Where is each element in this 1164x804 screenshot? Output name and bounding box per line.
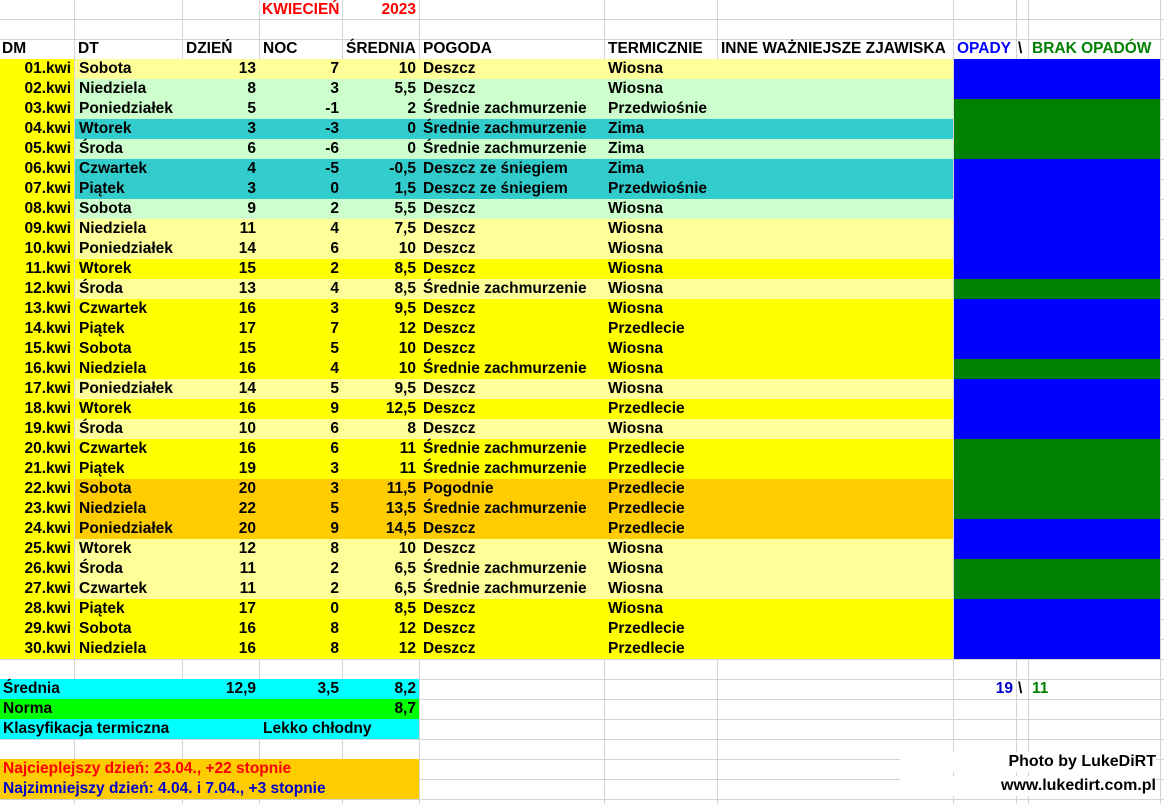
cell-avg[interactable]: 8: [407, 420, 416, 437]
cell-thermal[interactable]: Wiosna: [608, 60, 663, 77]
cell-day[interactable]: 4: [247, 160, 256, 177]
cell-other[interactable]: [721, 219, 951, 239]
grid-line: [1160, 0, 1161, 804]
year-title[interactable]: 2023: [381, 1, 416, 18]
cell-dm[interactable]: 23.kwi: [24, 500, 71, 517]
cell-thermal[interactable]: Wiosna: [608, 260, 663, 277]
cell-other[interactable]: [721, 359, 951, 379]
cell-thermal[interactable]: Przedlecie: [608, 480, 685, 497]
cell-other[interactable]: [721, 139, 951, 159]
cell-dt[interactable]: Czwartek: [79, 580, 148, 597]
cell-dt[interactable]: Poniedziałek: [79, 380, 173, 397]
cell-avg[interactable]: 9,5: [394, 300, 416, 317]
cell-other[interactable]: [721, 59, 951, 79]
summary-average-mean[interactable]: 8,2: [394, 680, 416, 697]
cell-avg[interactable]: 10: [398, 60, 416, 77]
cell-weather[interactable]: Deszcz: [423, 220, 476, 237]
cell-other[interactable]: [721, 159, 951, 179]
cell-avg[interactable]: 5,5: [394, 80, 416, 97]
cell-weather[interactable]: Deszcz: [423, 600, 476, 617]
cell-other[interactable]: [721, 599, 951, 619]
cell-dt[interactable]: Poniedziałek: [79, 100, 173, 117]
cell-dt[interactable]: Niedziela: [79, 500, 147, 517]
site-credit: www.lukedirt.com.pl: [900, 776, 1156, 796]
cell-night[interactable]: 3: [330, 300, 339, 317]
cell-dt[interactable]: Poniedziałek: [79, 520, 173, 537]
cell-day[interactable]: 3: [247, 180, 256, 197]
cell-dm[interactable]: 13.kwi: [24, 300, 71, 317]
cell-other[interactable]: [721, 439, 951, 459]
cell-night[interactable]: 5: [330, 340, 339, 357]
precip-indicator: [954, 619, 1160, 639]
summary-average-label[interactable]: Średnia: [3, 680, 60, 697]
cell-avg[interactable]: 0: [407, 140, 416, 157]
cell-other[interactable]: [721, 79, 951, 99]
cell-dm[interactable]: 19.kwi: [24, 420, 71, 437]
cell-night[interactable]: 2: [330, 560, 339, 577]
cell-dm[interactable]: 18.kwi: [24, 400, 71, 417]
photo-credit: Photo by LukeDiRT: [900, 752, 1156, 772]
cell-day[interactable]: 16: [238, 440, 256, 457]
cell-day[interactable]: 5: [247, 100, 256, 117]
cell-other[interactable]: [721, 619, 951, 639]
cell-other[interactable]: [721, 479, 951, 499]
opady-header[interactable]: OPADY: [957, 40, 1011, 57]
cell-day[interactable]: 13: [238, 280, 256, 297]
cell-day[interactable]: 11: [239, 560, 256, 577]
cell-night[interactable]: 3: [330, 480, 339, 497]
header-dt[interactable]: DT: [78, 40, 99, 57]
cell-dt[interactable]: Niedziela: [79, 220, 147, 237]
cell-dt[interactable]: Wtorek: [79, 260, 132, 277]
cell-weather[interactable]: Deszcz: [423, 240, 476, 257]
cell-other[interactable]: [721, 399, 951, 419]
cell-other[interactable]: [721, 179, 951, 199]
precip-indicator: [954, 519, 1160, 539]
precip-indicator: [954, 279, 1160, 299]
cell-avg[interactable]: 12: [398, 320, 416, 337]
cell-dt[interactable]: Piątek: [79, 320, 125, 337]
cell-day[interactable]: 15: [238, 260, 256, 277]
cell-weather[interactable]: Deszcz: [423, 520, 476, 537]
cell-avg[interactable]: 6,5: [394, 560, 416, 577]
cell-night[interactable]: 9: [330, 400, 339, 417]
cell-day[interactable]: 17: [238, 320, 256, 337]
precip-indicator: [954, 99, 1160, 119]
cell-weather[interactable]: Średnie zachmurzenie: [423, 560, 587, 577]
cell-avg[interactable]: 8,5: [394, 600, 416, 617]
cell-weather[interactable]: Deszcz ze śniegiem: [423, 160, 568, 177]
cell-night[interactable]: 7: [330, 320, 339, 337]
cell-night[interactable]: 4: [330, 360, 339, 377]
cell-avg[interactable]: 11: [399, 460, 416, 477]
cell-dm[interactable]: 17.kwi: [24, 380, 71, 397]
precip-indicator: [954, 59, 1160, 79]
cell-thermal[interactable]: Przedlecie: [608, 640, 685, 657]
precip-indicator: [954, 539, 1160, 559]
header-termicznie[interactable]: TERMICZNIE: [608, 40, 703, 57]
cell-thermal[interactable]: Przedwiośnie: [608, 180, 708, 197]
cell-dt[interactable]: Wtorek: [79, 120, 132, 137]
precip-indicator: [954, 379, 1160, 399]
cell-weather[interactable]: Średnie zachmurzenie: [423, 100, 587, 117]
cell-thermal[interactable]: Przedlecie: [608, 520, 685, 537]
cell-avg[interactable]: 11,5: [386, 480, 416, 497]
cell-night[interactable]: 0: [330, 600, 339, 617]
cell-weather[interactable]: Deszcz: [423, 320, 476, 337]
cell-night[interactable]: 2: [330, 260, 339, 277]
precip-indicator: [954, 299, 1160, 319]
precip-indicator: [954, 139, 1160, 159]
cell-day[interactable]: 20: [238, 480, 256, 497]
precip-indicator: [954, 639, 1160, 659]
cell-weather[interactable]: Średnie zachmurzenie: [423, 460, 587, 477]
cell-other[interactable]: [721, 419, 951, 439]
brak-opadow-header[interactable]: BRAK OPADÓW: [1032, 40, 1152, 57]
warmest-day-note[interactable]: Najcieplejszy dzień: 23.04., +22 stopnie: [3, 760, 292, 777]
cell-thermal[interactable]: Zima: [608, 160, 645, 177]
cell-thermal[interactable]: Wiosna: [608, 240, 663, 257]
precip-count-sep[interactable]: \: [1018, 680, 1023, 697]
cell-dt[interactable]: Niedziela: [79, 360, 147, 377]
cell-day[interactable]: 16: [238, 620, 256, 637]
cell-other[interactable]: [721, 239, 951, 259]
precip-indicator: [954, 339, 1160, 359]
cell-thermal[interactable]: Przedlecie: [608, 500, 685, 517]
cell-day[interactable]: 9: [247, 200, 256, 217]
cell-dt[interactable]: Piątek: [79, 600, 125, 617]
precip-days-count[interactable]: 19: [995, 680, 1013, 697]
precip-indicator: [954, 439, 1160, 459]
cell-dt[interactable]: Środa: [79, 560, 123, 577]
cell-night[interactable]: -6: [325, 140, 339, 157]
cell-dm[interactable]: 21.kwi: [24, 460, 71, 477]
cell-thermal[interactable]: Wiosna: [608, 80, 663, 97]
cell-night[interactable]: 3: [330, 460, 339, 477]
cell-thermal[interactable]: Przedlecie: [608, 320, 685, 337]
cell-day[interactable]: 22: [238, 500, 256, 517]
cell-dt[interactable]: Niedziela: [79, 640, 147, 657]
cell-other[interactable]: [721, 519, 951, 539]
cell-weather[interactable]: Średnie zachmurzenie: [423, 440, 587, 457]
precip-indicator: [954, 459, 1160, 479]
cell-thermal[interactable]: Wiosna: [608, 580, 663, 597]
cell-dm[interactable]: 16.kwi: [24, 360, 71, 377]
cell-night[interactable]: -3: [325, 120, 339, 137]
cell-weather[interactable]: Deszcz: [423, 260, 476, 277]
cell-other[interactable]: [721, 379, 951, 399]
cell-day[interactable]: 16: [238, 400, 256, 417]
header-srednia[interactable]: ŚREDNIA: [346, 40, 416, 57]
cell-avg[interactable]: 8,5: [394, 280, 416, 297]
month-title[interactable]: KWIECIEŃ: [262, 1, 340, 18]
cell-day[interactable]: 10: [238, 420, 256, 437]
precip-indicator: [954, 499, 1160, 519]
cell-night[interactable]: 4: [330, 280, 339, 297]
cell-dm[interactable]: 11.kwi: [25, 260, 71, 277]
cell-weather[interactable]: Średnie zachmurzenie: [423, 120, 587, 137]
cell-dt[interactable]: Czwartek: [79, 440, 148, 457]
cell-day[interactable]: 8: [247, 80, 256, 97]
cell-dm[interactable]: 20.kwi: [24, 440, 71, 457]
cell-dm[interactable]: 03.kwi: [24, 100, 71, 117]
cell-night[interactable]: 8: [330, 640, 339, 657]
cell-thermal[interactable]: Zima: [608, 140, 645, 157]
cell-avg[interactable]: 12,5: [385, 400, 416, 417]
cell-weather[interactable]: Deszcz: [423, 400, 476, 417]
cell-thermal[interactable]: Wiosna: [608, 420, 663, 437]
precip-indicator: [954, 199, 1160, 219]
summary-average-day[interactable]: 12,9: [225, 680, 256, 697]
cell-other[interactable]: [721, 319, 951, 339]
cell-dt[interactable]: Wtorek: [79, 540, 132, 557]
precip-indicator: [954, 579, 1160, 599]
cell-thermal[interactable]: Wiosna: [608, 200, 663, 217]
cell-weather[interactable]: Deszcz: [423, 300, 476, 317]
header-dzien[interactable]: DZIEŃ: [186, 40, 233, 57]
cell-avg[interactable]: 10: [398, 240, 416, 257]
cell-dt[interactable]: Piątek: [79, 460, 125, 477]
precip-indicator: [954, 399, 1160, 419]
cell-thermal[interactable]: Wiosna: [608, 280, 663, 297]
cell-dt[interactable]: Wtorek: [79, 400, 132, 417]
precip-indicator: [954, 319, 1160, 339]
cell-dt[interactable]: Czwartek: [79, 160, 148, 177]
cell-night[interactable]: 2: [330, 200, 339, 217]
cell-avg[interactable]: 13,5: [385, 500, 416, 517]
cell-dm[interactable]: 25.kwi: [24, 540, 71, 557]
cell-weather[interactable]: Deszcz: [423, 60, 476, 77]
cell-weather[interactable]: Deszcz: [423, 80, 476, 97]
cell-thermal[interactable]: Wiosna: [608, 220, 663, 237]
cell-dt[interactable]: Niedziela: [79, 80, 147, 97]
cell-thermal[interactable]: Zima: [608, 120, 645, 137]
cell-day[interactable]: 13: [238, 60, 256, 77]
cell-avg[interactable]: 8,5: [394, 260, 416, 277]
cell-day[interactable]: 14: [238, 380, 256, 397]
cell-dt[interactable]: Sobota: [79, 200, 132, 217]
precip-indicator: [954, 419, 1160, 439]
cell-weather[interactable]: Średnie zachmurzenie: [423, 360, 587, 377]
cell-weather[interactable]: Deszcz: [423, 380, 476, 397]
cell-day[interactable]: 6: [247, 140, 256, 157]
cell-avg[interactable]: -0,5: [389, 160, 416, 177]
header-pogoda[interactable]: POGODA: [423, 40, 492, 57]
cell-other[interactable]: [721, 579, 951, 599]
cell-dm[interactable]: 15.kwi: [24, 340, 71, 357]
cell-dm[interactable]: 27.kwi: [24, 580, 71, 597]
header-dm[interactable]: DM: [2, 40, 27, 57]
cell-avg[interactable]: 11: [399, 440, 416, 457]
cell-dm[interactable]: 24.kwi: [24, 520, 71, 537]
cell-night[interactable]: 0: [330, 180, 339, 197]
cell-other[interactable]: [721, 459, 951, 479]
cell-night[interactable]: 9: [330, 520, 339, 537]
cell-avg[interactable]: 10: [398, 340, 416, 357]
summary-class-label[interactable]: Klasyfikacja termiczna: [3, 720, 170, 737]
cell-night[interactable]: 6: [330, 440, 339, 457]
cell-dt[interactable]: Czwartek: [79, 300, 148, 317]
cell-dm[interactable]: 10.kwi: [24, 240, 71, 257]
cell-day[interactable]: 16: [238, 640, 256, 657]
cell-dm[interactable]: 14.kwi: [24, 320, 71, 337]
cell-other[interactable]: [721, 259, 951, 279]
coldest-day-note[interactable]: Najzimniejszy dzień: 4.04. i 7.04., +3 stopnie: [3, 780, 326, 797]
summary-norm-value[interactable]: 8,7: [394, 700, 416, 717]
cell-avg[interactable]: 10: [398, 540, 416, 557]
cell-dm[interactable]: 09.kwi: [24, 220, 71, 237]
cell-thermal[interactable]: Wiosna: [608, 340, 663, 357]
cell-day[interactable]: 20: [238, 520, 256, 537]
precip-indicator: [954, 219, 1160, 239]
cell-dt[interactable]: Środa: [79, 140, 123, 157]
cell-dm[interactable]: 01.kwi: [24, 60, 71, 77]
cell-avg[interactable]: 1,5: [394, 180, 416, 197]
cell-avg[interactable]: 6,5: [394, 580, 416, 597]
cell-night[interactable]: 7: [330, 60, 339, 77]
cell-day[interactable]: 16: [238, 360, 256, 377]
cell-weather[interactable]: Deszcz: [423, 340, 476, 357]
cell-night[interactable]: -1: [325, 100, 339, 117]
cell-avg[interactable]: 2: [407, 100, 416, 117]
summary-norm-label[interactable]: Norma: [3, 700, 53, 717]
dry-days-count[interactable]: 11: [1032, 680, 1049, 697]
cell-weather[interactable]: Deszcz: [423, 640, 476, 657]
cell-weather[interactable]: Średnie zachmurzenie: [423, 500, 587, 517]
cell-weather[interactable]: Deszcz: [423, 200, 476, 217]
summary-class-value[interactable]: Lekko chłodny: [263, 720, 372, 737]
precip-header-sep[interactable]: \: [1018, 40, 1023, 57]
cell-avg[interactable]: 9,5: [394, 380, 416, 397]
cell-thermal[interactable]: Przedlecie: [608, 440, 685, 457]
header-inne[interactable]: INNE WAŻNIEJSZE ZJAWISKA: [721, 40, 946, 57]
cell-night[interactable]: 2: [330, 580, 339, 597]
cell-avg[interactable]: 7,5: [394, 220, 416, 237]
precip-indicator: [954, 179, 1160, 199]
cell-other[interactable]: [721, 299, 951, 319]
cell-dm[interactable]: 22.kwi: [24, 480, 71, 497]
cell-dm[interactable]: 02.kwi: [24, 80, 71, 97]
cell-weather[interactable]: Średnie zachmurzenie: [423, 580, 587, 597]
cell-avg[interactable]: 0: [407, 120, 416, 137]
cell-other[interactable]: [721, 639, 951, 659]
precip-indicator: [954, 359, 1160, 379]
cell-thermal[interactable]: Przedlecie: [608, 460, 685, 477]
cell-dm[interactable]: 29.kwi: [24, 620, 71, 637]
cell-thermal[interactable]: Przedlecie: [608, 400, 685, 417]
cell-night[interactable]: 4: [330, 220, 339, 237]
precip-indicator: [954, 79, 1160, 99]
cell-night[interactable]: 8: [330, 540, 339, 557]
cell-avg[interactable]: 14,5: [385, 520, 416, 537]
cell-dm[interactable]: 30.kwi: [24, 640, 71, 657]
cell-dt[interactable]: Piątek: [79, 180, 125, 197]
cell-night[interactable]: 5: [330, 500, 339, 517]
header-noc[interactable]: NOC: [263, 40, 298, 57]
cell-night[interactable]: 6: [330, 240, 339, 257]
cell-day[interactable]: 11: [239, 580, 256, 597]
cell-dt[interactable]: Sobota: [79, 60, 132, 77]
cell-weather[interactable]: Deszcz ze śniegiem: [423, 180, 568, 197]
cell-other[interactable]: [721, 339, 951, 359]
precip-indicator: [954, 119, 1160, 139]
cell-dt[interactable]: Poniedziałek: [79, 240, 173, 257]
precip-indicator: [954, 259, 1160, 279]
cell-other[interactable]: [721, 99, 951, 119]
cell-night[interactable]: 8: [330, 620, 339, 637]
cell-day[interactable]: 3: [247, 120, 256, 137]
cell-weather[interactable]: Pogodnie: [423, 480, 494, 497]
precip-indicator: [954, 599, 1160, 619]
cell-dt[interactable]: Sobota: [79, 620, 132, 637]
cell-dt[interactable]: Sobota: [79, 480, 132, 497]
cell-thermal[interactable]: Wiosna: [608, 300, 663, 317]
cell-day[interactable]: 11: [239, 220, 256, 237]
cell-other[interactable]: [721, 119, 951, 139]
cell-other[interactable]: [721, 499, 951, 519]
cell-dm[interactable]: 06.kwi: [24, 160, 71, 177]
cell-weather[interactable]: Deszcz: [423, 620, 476, 637]
cell-dm[interactable]: 26.kwi: [24, 560, 71, 577]
cell-day[interactable]: 19: [238, 460, 256, 477]
cell-thermal[interactable]: Wiosna: [608, 360, 663, 377]
cell-weather[interactable]: Deszcz: [423, 420, 476, 437]
precip-indicator: [954, 479, 1160, 499]
cell-day[interactable]: 15: [238, 340, 256, 357]
cell-night[interactable]: 6: [330, 420, 339, 437]
cell-day[interactable]: 16: [238, 300, 256, 317]
cell-night[interactable]: -5: [325, 160, 339, 177]
cell-day[interactable]: 14: [238, 240, 256, 257]
cell-weather[interactable]: Deszcz: [423, 540, 476, 557]
cell-dm[interactable]: 08.kwi: [24, 200, 71, 217]
cell-day[interactable]: 12: [238, 540, 256, 557]
cell-other[interactable]: [721, 539, 951, 559]
cell-dt[interactable]: Środa: [79, 420, 123, 437]
cell-weather[interactable]: Średnie zachmurzenie: [423, 280, 587, 297]
cell-dt[interactable]: Sobota: [79, 340, 132, 357]
cell-other[interactable]: [721, 559, 951, 579]
precip-indicator: [954, 239, 1160, 259]
cell-avg[interactable]: 5,5: [394, 200, 416, 217]
cell-thermal[interactable]: Wiosna: [608, 560, 663, 577]
cell-dt[interactable]: Środa: [79, 280, 123, 297]
cell-thermal[interactable]: Przedwiośnie: [608, 100, 708, 117]
cell-other[interactable]: [721, 279, 951, 299]
cell-other[interactable]: [721, 199, 951, 219]
cell-dm[interactable]: 12.kwi: [24, 280, 71, 297]
cell-dm[interactable]: 28.kwi: [24, 600, 71, 617]
cell-avg[interactable]: 12: [398, 640, 416, 657]
cell-thermal[interactable]: Wiosna: [608, 380, 663, 397]
cell-thermal[interactable]: Wiosna: [608, 600, 663, 617]
cell-night[interactable]: 3: [330, 80, 339, 97]
cell-weather[interactable]: Średnie zachmurzenie: [423, 140, 587, 157]
cell-dm[interactable]: 05.kwi: [24, 140, 71, 157]
cell-dm[interactable]: 04.kwi: [24, 120, 71, 137]
precip-indicator: [954, 159, 1160, 179]
cell-avg[interactable]: 10: [398, 360, 416, 377]
cell-avg[interactable]: 12: [398, 620, 416, 637]
cell-night[interactable]: 5: [330, 380, 339, 397]
precip-indicator: [954, 559, 1160, 579]
cell-thermal[interactable]: Wiosna: [608, 540, 663, 557]
cell-thermal[interactable]: Przedlecie: [608, 620, 685, 637]
cell-dm[interactable]: 07.kwi: [24, 180, 71, 197]
summary-average-night[interactable]: 3,5: [317, 680, 339, 697]
cell-day[interactable]: 17: [238, 600, 256, 617]
